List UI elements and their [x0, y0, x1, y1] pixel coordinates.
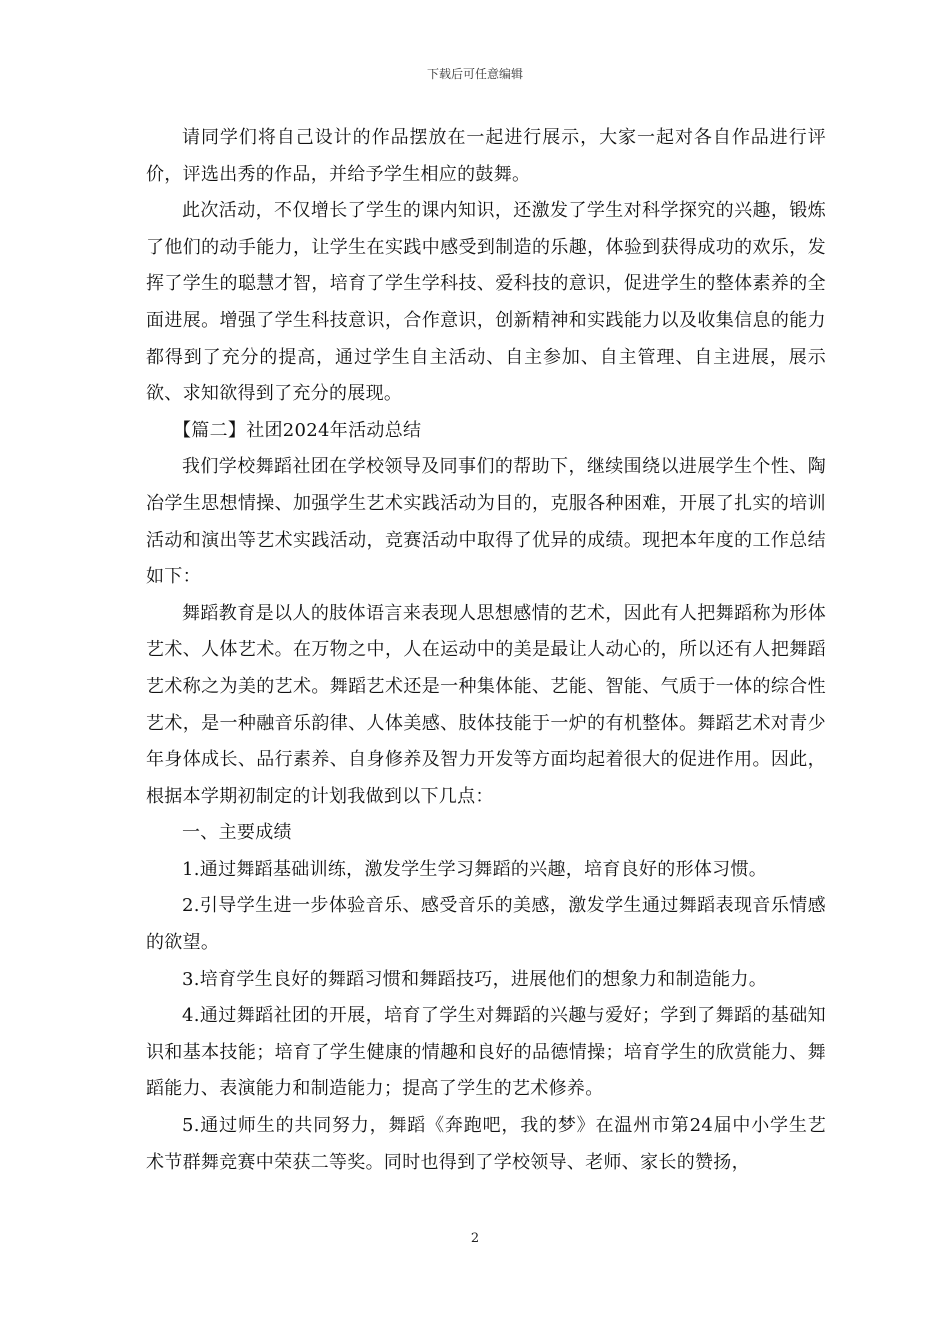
- list-item: 4.通过舞蹈社团的开展，培育了学生对舞蹈的兴趣与爱好；学到了舞蹈的基础知识和基本技能；培育了学生健康的情趣和良好的品德情操；培育学生的欣赏能力、舞蹈能力、表演能力和制造能力；提高了学生的艺术修养。: [146, 1005, 826, 1100]
- list-item: 5.通过师生的共同努力，舞蹈《奔跑吧，我的梦》在温州市第24届中小学生艺术节群舞竞赛中荣获二等奖。同时也得到了学校领导、老师、家长的赞扬，: [146, 1115, 826, 1173]
- page-number: 2: [470, 1231, 480, 1246]
- subsection-heading: 一、主要成绩: [182, 822, 292, 844]
- paragraph: 请同学们将自己设计的作品摆放在一起进行展示，大家一起对各自作品进行评价，评选出秀的作品，并给予学生相应的鼓舞。: [146, 127, 826, 185]
- section-heading: 【篇二】社团2024年活动总结: [173, 419, 422, 441]
- list-item: 2.引导学生进一步体验音乐、感受音乐的美感，激发学生通过舞蹈表现音乐情感的欲望。: [146, 895, 826, 954]
- list-item: 3.培育学生良好的舞蹈习惯和舞蹈技巧，进展他们的想象力和制造能力。: [182, 968, 768, 990]
- paragraph: 我们学校舞蹈社团在学校领导及同事们的帮助下，继续围绕以进展学生个性、陶冶学生思想情操、加强学生艺术实践活动为目的，克服各种困难，开展了扎实的培训活动和演出等艺术实践活动，竞赛活动中取得了优异的成绩。现把本年度的工作总结如下：: [146, 456, 826, 588]
- list-item: 1.通过舞蹈基础训练，激发学生学习舞蹈的兴趣，培育良好的形体习惯。: [182, 858, 768, 880]
- paragraph: 舞蹈教育是以人的肢体语言来表现人思想感情的艺术，因此有人把舞蹈称为形体艺术、人体艺术。在万物之中，人在运动中的美是最让人动心的，所以还有人把舞蹈艺术称之为美的艺术。舞蹈艺术还是一种集体能、艺能、智能、气质于一体的综合性艺术，是一种融音乐韵律、人体美感、肢体技能于一炉的有机整体。舞蹈艺术对青少年身体成长、品行素养、自身修养及智力开发等方面均起着很大的促进作用。因此，根据本学期初制定的计划我做到以下几点：: [146, 602, 826, 807]
- page-header: 下载后可任意编辑: [426, 67, 523, 81]
- document-body: [146, 120, 826, 1181]
- paragraph: 此次活动，不仅增长了学生的课内知识，还激发了学生对科学探究的兴趣，锻炼了他们的动手能力，让学生在实践中感受到制造的乐趣，体验到获得成功的欢乐，发挥了学生的聪慧才智，培育了学生学科技、爱科技的意识，促进学生的整体素养的全面进展。增强了学生科技意识，合作意识，创新精神和实践能力以及收集信息的能力都得到了充分的提高，通过学生自主活动、自主参加、自主管理、自主进展，展示欲、求知欲得到了充分的展现。: [146, 200, 826, 405]
